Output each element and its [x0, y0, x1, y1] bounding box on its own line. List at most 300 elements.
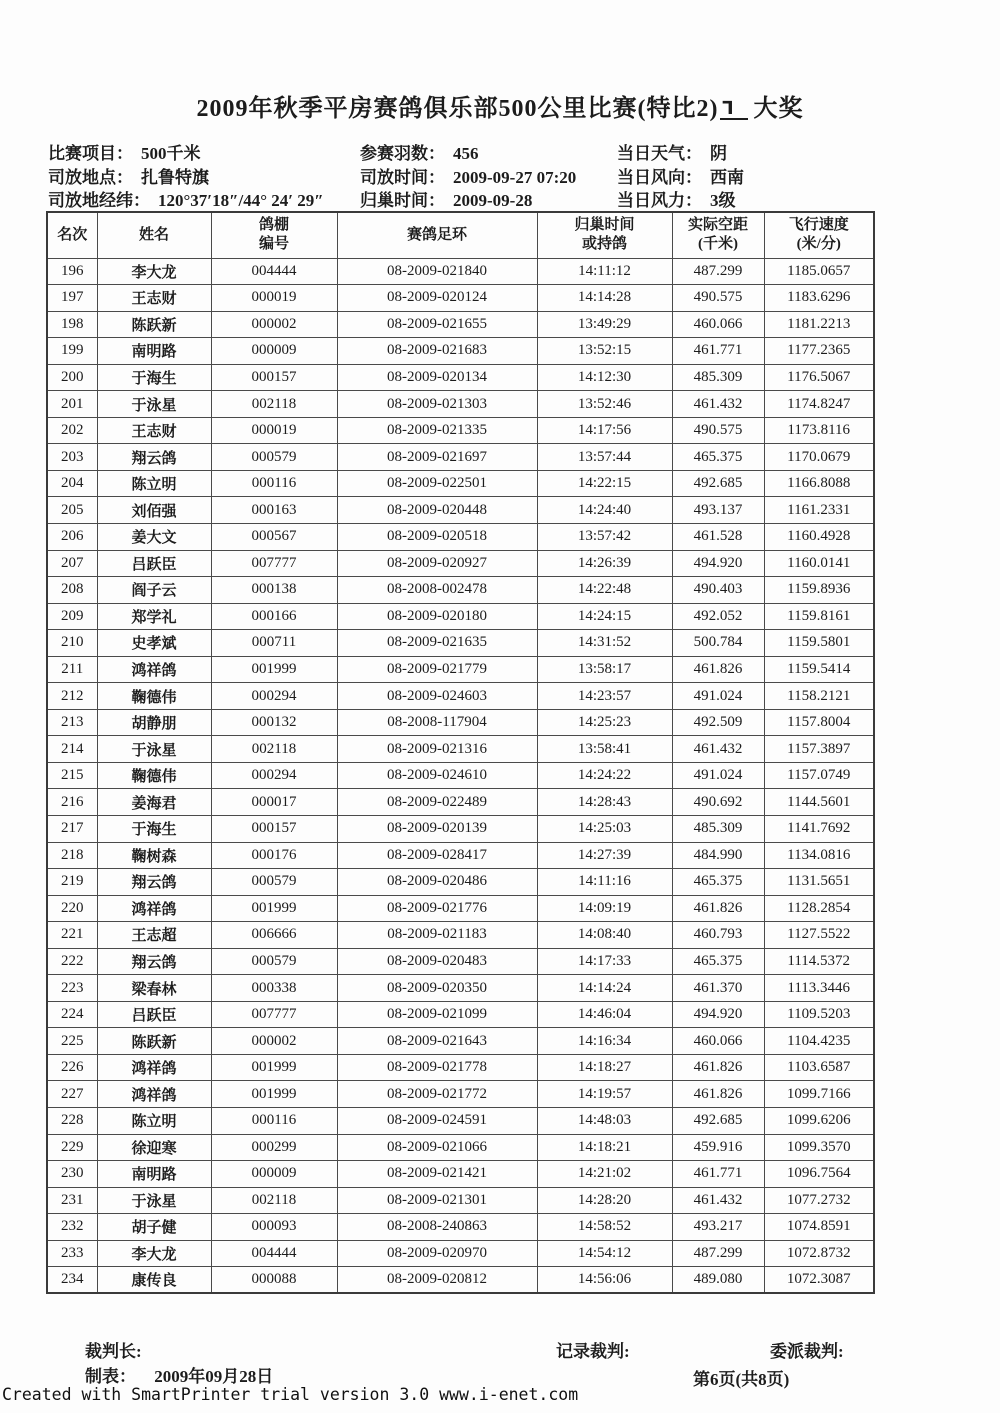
- cell-loft-no: 000002: [211, 1028, 337, 1055]
- cell-speed: 1174.8247: [764, 391, 874, 418]
- column-header-rank: 名次: [47, 212, 97, 258]
- cell-speed: 1161.2331: [764, 497, 874, 524]
- cell-name: 吕跃臣: [97, 1001, 211, 1028]
- cell-loft-no: 000009: [211, 1161, 337, 1188]
- race-info-line: [48, 189, 324, 213]
- cell-rank: 198: [47, 311, 97, 338]
- cell-ring: 08-2009-020483: [337, 948, 537, 975]
- table-row: [47, 523, 874, 550]
- cell-speed: 1160.0141: [764, 550, 874, 577]
- cell-distance: 465.375: [672, 869, 764, 896]
- results-table-body: [47, 258, 874, 1293]
- cell-rank: 221: [47, 922, 97, 949]
- cell-loft-no: 002118: [211, 736, 337, 763]
- cell-distance: 465.375: [672, 444, 764, 471]
- cell-rank: 205: [47, 497, 97, 524]
- cell-loft-no: 000166: [211, 603, 337, 630]
- cell-name: 姜海君: [97, 789, 211, 816]
- cell-return-time: 14:21:02: [537, 1161, 672, 1188]
- cell-rank: 232: [47, 1214, 97, 1241]
- cell-speed: 1170.0679: [764, 444, 874, 471]
- cell-name: 翔云鸽: [97, 869, 211, 896]
- cell-name: 王志超: [97, 922, 211, 949]
- cell-return-time: 14:09:19: [537, 895, 672, 922]
- cell-return-time: 14:17:56: [537, 417, 672, 444]
- cell-speed: 1131.5651: [764, 869, 874, 896]
- cell-speed: 1113.3446: [764, 975, 874, 1002]
- cell-ring: 08-2009-021776: [337, 895, 537, 922]
- cell-speed: 1127.5522: [764, 922, 874, 949]
- table-row: [47, 364, 874, 391]
- cell-return-time: 13:49:29: [537, 311, 672, 338]
- title-text: 2009年秋季平房赛鸽俱乐部500公里比赛(特比2): [196, 96, 719, 122]
- cell-ring: 08-2009-020139: [337, 815, 537, 842]
- table-row: [47, 1054, 874, 1081]
- table-row: [47, 922, 874, 949]
- cell-distance: 460.793: [672, 922, 764, 949]
- cell-ring: 08-2009-022501: [337, 470, 537, 497]
- race-info-line: [360, 142, 576, 166]
- table-row: [47, 895, 874, 922]
- cell-name: 史孝斌: [97, 630, 211, 657]
- cell-return-time: 13:52:46: [537, 391, 672, 418]
- cell-ring: 08-2009-022489: [337, 789, 537, 816]
- cell-name: 徐迎寒: [97, 1134, 211, 1161]
- race-info-label: 比赛项目：: [48, 144, 133, 163]
- cell-loft-no: 000116: [211, 1108, 337, 1135]
- cell-loft-no: 002118: [211, 391, 337, 418]
- cell-return-time: 14:24:15: [537, 603, 672, 630]
- cell-rank: 215: [47, 762, 97, 789]
- cell-ring: 08-2008-240863: [337, 1214, 537, 1241]
- page-number: 第6页(共8页): [693, 1370, 790, 1389]
- cell-distance: 485.309: [672, 364, 764, 391]
- cell-speed: 1181.2213: [764, 311, 874, 338]
- cell-name: 于海生: [97, 815, 211, 842]
- cell-distance: 491.024: [672, 683, 764, 710]
- cell-rank: 200: [47, 364, 97, 391]
- race-info-line: [48, 166, 324, 190]
- cell-speed: 1099.3570: [764, 1134, 874, 1161]
- table-row: [47, 656, 874, 683]
- cell-rank: 214: [47, 736, 97, 763]
- table-row: [47, 391, 874, 418]
- cell-ring: 08-2009-021421: [337, 1161, 537, 1188]
- race-info-value: 西南: [710, 167, 744, 187]
- cell-ring: 08-2009-021301: [337, 1187, 537, 1214]
- cell-speed: 1144.5601: [764, 789, 874, 816]
- cell-name: 鞠德伟: [97, 683, 211, 710]
- cell-return-time: 14:19:57: [537, 1081, 672, 1108]
- cell-name: 王志财: [97, 417, 211, 444]
- cell-rank: 212: [47, 683, 97, 710]
- race-info-label: 司放地经纬：: [48, 191, 150, 210]
- race-info-column-left: [48, 142, 324, 213]
- cell-loft-no: 000163: [211, 497, 337, 524]
- cell-name: 鞠德伟: [97, 762, 211, 789]
- column-header-distance: 实际空距 (千米): [672, 212, 764, 258]
- cell-rank: 197: [47, 285, 97, 312]
- cell-speed: 1072.3087: [764, 1267, 874, 1294]
- cell-loft-no: 000294: [211, 683, 337, 710]
- table-row: [47, 1081, 874, 1108]
- cell-distance: 461.826: [672, 895, 764, 922]
- cell-name: 陈跃新: [97, 311, 211, 338]
- cell-speed: 1096.7564: [764, 1161, 874, 1188]
- cell-speed: 1099.6206: [764, 1108, 874, 1135]
- cell-distance: 490.575: [672, 417, 764, 444]
- smartprinter-watermark: Created with SmartPrinter trial version 3.0 www.i-enet.com: [2, 1385, 579, 1404]
- cell-return-time: 13:57:42: [537, 523, 672, 550]
- cell-ring: 08-2009-021635: [337, 630, 537, 657]
- cell-distance: 460.066: [672, 1028, 764, 1055]
- cell-rank: 233: [47, 1240, 97, 1267]
- table-row: [47, 603, 874, 630]
- cell-rank: 229: [47, 1134, 97, 1161]
- table-made-date: [85, 1362, 273, 1387]
- cell-return-time: 14:26:39: [537, 550, 672, 577]
- cell-loft-no: 000116: [211, 470, 337, 497]
- race-info-value: 扎鲁特旗: [141, 167, 209, 187]
- cell-loft-no: 000567: [211, 523, 337, 550]
- cell-distance: 461.432: [672, 736, 764, 763]
- cell-loft-no: 000579: [211, 444, 337, 471]
- cell-distance: 492.509: [672, 709, 764, 736]
- cell-loft-no: 000088: [211, 1267, 337, 1294]
- column-header-name: 姓名: [97, 212, 211, 258]
- cell-return-time: 14:22:15: [537, 470, 672, 497]
- cell-return-time: 13:58:41: [537, 736, 672, 763]
- cell-name: 鞠树森: [97, 842, 211, 869]
- column-header-return-time: 归巢时间 或持鸽: [537, 212, 672, 258]
- cell-name: 吕跃臣: [97, 550, 211, 577]
- cell-return-time: 13:58:17: [537, 656, 672, 683]
- judge-record-label: 记录裁判:: [556, 1342, 630, 1361]
- race-info-column-right: [617, 142, 744, 213]
- cell-distance: 461.826: [672, 656, 764, 683]
- cell-ring: 08-2009-021099: [337, 1001, 537, 1028]
- table-row: [47, 869, 874, 896]
- race-info-block: [0, 142, 1000, 212]
- cell-distance: 485.309: [672, 815, 764, 842]
- cell-loft-no: 000157: [211, 815, 337, 842]
- cell-speed: 1159.8161: [764, 603, 874, 630]
- cell-name: 南明路: [97, 1161, 211, 1188]
- cell-rank: 217: [47, 815, 97, 842]
- cell-distance: 492.685: [672, 470, 764, 497]
- cell-name: 于泳星: [97, 736, 211, 763]
- cell-name: 王志财: [97, 285, 211, 312]
- cell-speed: 1109.5203: [764, 1001, 874, 1028]
- cell-rank: 206: [47, 523, 97, 550]
- cell-loft-no: 000157: [211, 364, 337, 391]
- cell-name: 刘佰强: [97, 497, 211, 524]
- cell-loft-no: 001999: [211, 1081, 337, 1108]
- cell-name: 鸿祥鸽: [97, 656, 211, 683]
- cell-rank: 199: [47, 338, 97, 365]
- cell-speed: 1157.8004: [764, 709, 874, 736]
- cell-return-time: 14:23:57: [537, 683, 672, 710]
- cell-ring: 08-2009-020927: [337, 550, 537, 577]
- table-row: [47, 311, 874, 338]
- cell-return-time: 14:54:12: [537, 1240, 672, 1267]
- table-row: [47, 285, 874, 312]
- cell-speed: 1176.5067: [764, 364, 874, 391]
- cell-name: 鸿祥鸽: [97, 1054, 211, 1081]
- race-info-line: [48, 142, 324, 166]
- table-row: [47, 577, 874, 604]
- race-info-label: 司放地点：: [48, 167, 133, 187]
- race-info-line: [360, 166, 576, 190]
- cell-return-time: 14:12:30: [537, 364, 672, 391]
- cell-ring: 08-2009-021697: [337, 444, 537, 471]
- cell-ring: 08-2009-021779: [337, 656, 537, 683]
- cell-rank: 204: [47, 470, 97, 497]
- cell-speed: 1134.0816: [764, 842, 874, 869]
- cell-speed: 1114.5372: [764, 948, 874, 975]
- cell-loft-no: 000711: [211, 630, 337, 657]
- cell-return-time: 14:58:52: [537, 1214, 672, 1241]
- cell-return-time: 13:52:15: [537, 338, 672, 365]
- cell-distance: 493.137: [672, 497, 764, 524]
- cell-name: 姜大文: [97, 523, 211, 550]
- cell-rank: 201: [47, 391, 97, 418]
- cell-rank: 216: [47, 789, 97, 816]
- cell-distance: 461.771: [672, 1161, 764, 1188]
- table-row: [47, 1214, 874, 1241]
- cell-rank: 225: [47, 1028, 97, 1055]
- cell-distance: 490.575: [672, 285, 764, 312]
- cell-return-time: 13:57:44: [537, 444, 672, 471]
- results-table: [46, 211, 875, 1294]
- cell-name: 于泳星: [97, 1187, 211, 1214]
- cell-return-time: 14:14:24: [537, 975, 672, 1002]
- race-info-value: 120°37′18″/44° 24′ 29″: [158, 191, 324, 210]
- cell-ring: 08-2009-024610: [337, 762, 537, 789]
- cell-rank: 210: [47, 630, 97, 657]
- title-suffix: 大奖: [753, 96, 804, 122]
- table-row: [47, 1187, 874, 1214]
- cell-distance: 484.990: [672, 842, 764, 869]
- cell-loft-no: 000009: [211, 338, 337, 365]
- page-title: [0, 88, 1000, 123]
- cell-return-time: 14:46:04: [537, 1001, 672, 1028]
- table-row: [47, 1108, 874, 1135]
- race-info-value: 阴: [710, 144, 727, 163]
- cell-rank: 203: [47, 444, 97, 471]
- cell-loft-no: 000176: [211, 842, 337, 869]
- race-info-label: 当日风力：: [617, 191, 702, 210]
- cell-distance: 491.024: [672, 762, 764, 789]
- cell-ring: 08-2009-024591: [337, 1108, 537, 1135]
- race-info-value: 456: [453, 144, 479, 163]
- cell-distance: 493.217: [672, 1214, 764, 1241]
- cell-loft-no: 006666: [211, 922, 337, 949]
- made-date-value: 2009年09月28日: [154, 1367, 274, 1386]
- cell-name: 翔云鸽: [97, 948, 211, 975]
- table-row: [47, 815, 874, 842]
- race-info-label: 当日天气：: [617, 144, 702, 163]
- cell-name: 于海生: [97, 364, 211, 391]
- cell-ring: 08-2009-028417: [337, 842, 537, 869]
- cell-speed: 1141.7692: [764, 815, 874, 842]
- cell-ring: 08-2009-020134: [337, 364, 537, 391]
- cell-loft-no: 007777: [211, 1001, 337, 1028]
- cell-name: 李大龙: [97, 258, 211, 285]
- cell-ring: 08-2009-021772: [337, 1081, 537, 1108]
- column-header-loft-no: 鸽棚 编号: [211, 212, 337, 258]
- cell-return-time: 14:11:16: [537, 869, 672, 896]
- cell-loft-no: 000093: [211, 1214, 337, 1241]
- race-info-value: 500千米: [141, 144, 201, 163]
- cell-ring: 08-2009-020180: [337, 603, 537, 630]
- table-row: [47, 736, 874, 763]
- cell-distance: 490.692: [672, 789, 764, 816]
- cell-speed: 1072.8732: [764, 1240, 874, 1267]
- judge-chief-label: 裁判长:: [85, 1342, 142, 1361]
- judge-assigned-label: 委派裁判:: [770, 1342, 844, 1361]
- column-header-speed: 飞行速度 (米/分): [764, 212, 874, 258]
- race-info-label: 司放时间：: [360, 167, 445, 187]
- cell-speed: 1077.2732: [764, 1187, 874, 1214]
- table-row: [47, 444, 874, 471]
- race-info-label: 归巢时间：: [360, 191, 445, 210]
- table-row: [47, 1134, 874, 1161]
- cell-rank: 209: [47, 603, 97, 630]
- cell-return-time: 14:31:52: [537, 630, 672, 657]
- cell-speed: 1128.2854: [764, 895, 874, 922]
- cell-rank: 223: [47, 975, 97, 1002]
- cell-distance: 461.370: [672, 975, 764, 1002]
- cell-return-time: 14:24:40: [537, 497, 672, 524]
- race-info-line: [617, 189, 744, 213]
- table-row: [47, 789, 874, 816]
- cell-ring: 08-2009-021335: [337, 417, 537, 444]
- race-info-value: 2009-09-27 07:20: [453, 167, 577, 187]
- cell-ring: 08-2009-020812: [337, 1267, 537, 1294]
- table-row: [47, 842, 874, 869]
- cell-rank: 222: [47, 948, 97, 975]
- cell-loft-no: 001999: [211, 895, 337, 922]
- cell-name: 鸿祥鸽: [97, 1081, 211, 1108]
- cell-return-time: 14:25:03: [537, 815, 672, 842]
- cell-name: 胡静朋: [97, 709, 211, 736]
- cell-return-time: 14:56:06: [537, 1267, 672, 1294]
- column-header-ring: 赛鸽足环: [337, 212, 537, 258]
- table-row: [47, 762, 874, 789]
- cell-rank: 196: [47, 258, 97, 285]
- cell-loft-no: 004444: [211, 258, 337, 285]
- table-row: [47, 1001, 874, 1028]
- cell-speed: 1160.4928: [764, 523, 874, 550]
- cell-return-time: 14:18:27: [537, 1054, 672, 1081]
- cell-rank: 231: [47, 1187, 97, 1214]
- cell-ring: 08-2009-020124: [337, 285, 537, 312]
- cell-ring: 08-2009-021183: [337, 922, 537, 949]
- cell-name: 陈立明: [97, 470, 211, 497]
- cell-speed: 1158.2121: [764, 683, 874, 710]
- cell-loft-no: 000002: [211, 311, 337, 338]
- cell-speed: 1103.6587: [764, 1054, 874, 1081]
- cell-rank: 219: [47, 869, 97, 896]
- cell-speed: 1159.5801: [764, 630, 874, 657]
- cell-ring: 08-2009-020970: [337, 1240, 537, 1267]
- cell-return-time: 14:16:34: [537, 1028, 672, 1055]
- cell-rank: 218: [47, 842, 97, 869]
- table-row: [47, 683, 874, 710]
- cell-ring: 08-2008-002478: [337, 577, 537, 604]
- cell-return-time: 14:22:48: [537, 577, 672, 604]
- cell-loft-no: 007777: [211, 550, 337, 577]
- cell-distance: 461.826: [672, 1054, 764, 1081]
- cell-speed: 1183.6296: [764, 285, 874, 312]
- table-row: [47, 470, 874, 497]
- cell-ring: 08-2009-021066: [337, 1134, 537, 1161]
- cell-ring: 08-2009-021778: [337, 1054, 537, 1081]
- cell-return-time: 14:25:23: [537, 709, 672, 736]
- race-info-label: 当日风向：: [617, 167, 702, 187]
- cell-distance: 461.771: [672, 338, 764, 365]
- cell-return-time: 14:18:21: [537, 1134, 672, 1161]
- cell-ring: 08-2009-020448: [337, 497, 537, 524]
- cell-name: 鸿祥鸽: [97, 895, 211, 922]
- cell-name: 李大龙: [97, 1240, 211, 1267]
- cell-return-time: 14:24:22: [537, 762, 672, 789]
- title-blank-underline: ⅂: [720, 98, 747, 120]
- cell-speed: 1157.0749: [764, 762, 874, 789]
- cell-ring: 08-2009-021316: [337, 736, 537, 763]
- cell-ring: 08-2009-020350: [337, 975, 537, 1002]
- cell-speed: 1104.4235: [764, 1028, 874, 1055]
- race-info-value: 3级: [710, 191, 736, 210]
- race-info-column-middle: [360, 142, 576, 213]
- cell-ring: 08-2009-021683: [337, 338, 537, 365]
- cell-rank: 220: [47, 895, 97, 922]
- results-table-header: [47, 212, 874, 258]
- table-row: [47, 1267, 874, 1294]
- cell-rank: 234: [47, 1267, 97, 1294]
- cell-loft-no: 001999: [211, 1054, 337, 1081]
- cell-loft-no: 000017: [211, 789, 337, 816]
- cell-return-time: 14:11:12: [537, 258, 672, 285]
- cell-loft-no: 000338: [211, 975, 337, 1002]
- cell-loft-no: 002118: [211, 1187, 337, 1214]
- cell-speed: 1173.8116: [764, 417, 874, 444]
- table-row: [47, 1028, 874, 1055]
- cell-name: 翔云鸽: [97, 444, 211, 471]
- table-row: [47, 709, 874, 736]
- cell-loft-no: 000019: [211, 417, 337, 444]
- cell-distance: 465.375: [672, 948, 764, 975]
- cell-distance: 490.403: [672, 577, 764, 604]
- cell-distance: 461.432: [672, 391, 764, 418]
- cell-name: 于泳星: [97, 391, 211, 418]
- cell-speed: 1157.3897: [764, 736, 874, 763]
- cell-distance: 461.528: [672, 523, 764, 550]
- cell-return-time: 14:27:39: [537, 842, 672, 869]
- cell-ring: 08-2009-020486: [337, 869, 537, 896]
- cell-rank: 227: [47, 1081, 97, 1108]
- table-row: [47, 338, 874, 365]
- cell-speed: 1099.7166: [764, 1081, 874, 1108]
- cell-name: 阎子云: [97, 577, 211, 604]
- cell-distance: 487.299: [672, 258, 764, 285]
- table-row: [47, 497, 874, 524]
- cell-rank: 211: [47, 656, 97, 683]
- made-label: 制表：: [85, 1367, 136, 1386]
- race-info-line: [617, 142, 744, 166]
- cell-return-time: 14:14:28: [537, 285, 672, 312]
